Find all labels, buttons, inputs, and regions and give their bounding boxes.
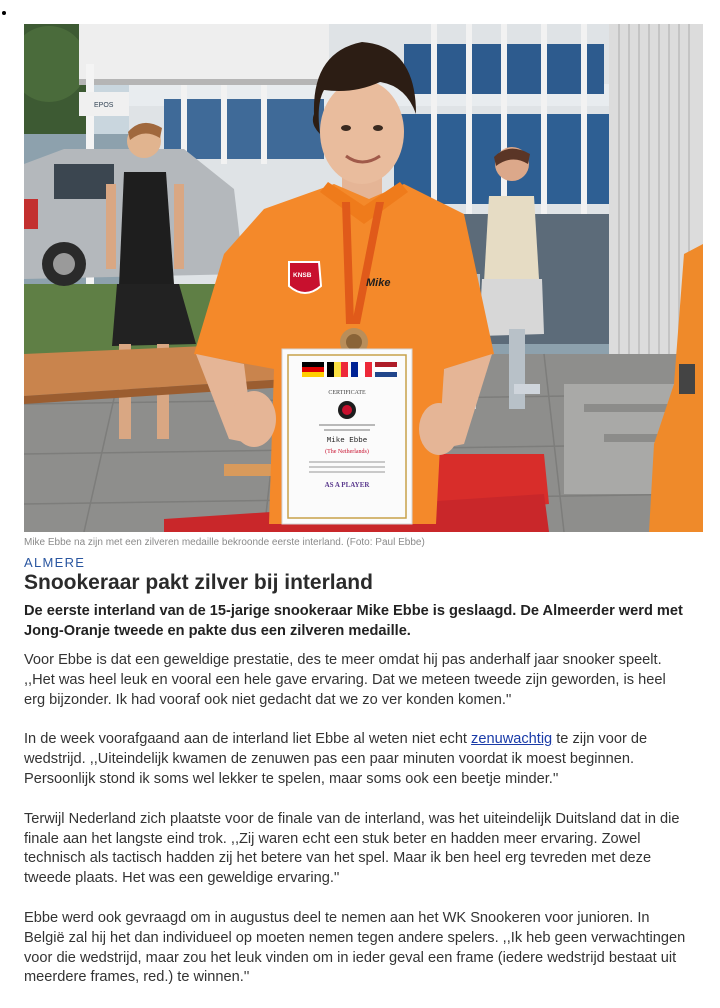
shirt-name-text: Mike bbox=[366, 277, 391, 289]
certificate-name: Mike Ebbe bbox=[326, 437, 368, 445]
section-label: ALMERE bbox=[24, 555, 86, 570]
article-photo bbox=[24, 24, 703, 532]
paragraph-line: Voor Ebbe is dat een geweldige prestatie, des te meer omdat hij pas anderhalf jaar snooker speelt. bbox=[24, 652, 662, 668]
shirt-badge-text: KNSB bbox=[293, 272, 312, 279]
paragraph-3 bbox=[24, 810, 700, 889]
paragraph-4 bbox=[24, 909, 700, 988]
certificate-title: CERTIFICATE bbox=[328, 390, 366, 396]
sign-text: EPOS bbox=[94, 102, 114, 109]
zenuwachtig-link[interactable]: zenuwachtig bbox=[471, 731, 553, 748]
paragraph-line: België zal hij het dan individueel op moeten nemen tegen andere spelers. ,,Ik heb geen verwachtingen bbox=[24, 929, 686, 946]
paragraph-line: Ebbe werd ook gevraagd om in augustus deel te nemen aan het WK Snookeren voor junioren. In bbox=[24, 909, 650, 926]
article-headline: Snookeraar pakt zilver bij interland bbox=[24, 571, 373, 594]
bullet-dot bbox=[2, 11, 6, 15]
paragraph-line: te zijn voor de bbox=[552, 731, 648, 748]
article-intro: De eerste interland van de 15-jarige snookeraar Mike Ebbe is geslaagd. De Almeerder werd met Jong-Oranje tweede en pakte dus een zilveren medaille. bbox=[24, 603, 683, 639]
certificate-role: AS A PLAYER bbox=[324, 481, 370, 489]
paragraph-line: In de week voorafgaand aan de interland liet Ebbe al weten niet echt bbox=[24, 731, 472, 748]
paragraph-line: Persoonlijk stond ik soms wel lekker te spelen, maar soms ook een beetje minder.'' bbox=[24, 770, 559, 787]
paragraph-1 bbox=[24, 651, 700, 710]
paragraph-line: technisch als tactisch hadden zij het betere van het spel. Maar ik ben heel erg tevreden met deze bbox=[24, 850, 652, 867]
photo-caption: Mike Ebbe na zijn met een zilveren medaille bekroonde eerste interland. (Foto: Paul Ebbe) bbox=[24, 537, 425, 548]
paragraph-line: erg bijzonder. Ik had vooraf ook niet gedacht dat we zo ver konden komen.'' bbox=[24, 691, 512, 708]
certificate-country: (The Netherlands) bbox=[325, 449, 369, 455]
paragraph-line: ,,Het was heel leuk en vooral een hele gave ervaring. Dat we meteen tweede zijn geworden, is heel bbox=[24, 671, 666, 688]
paragraph-line: wedstrijd. ,,Uiteindelijk kwamen de zenuwen pas een paar minuten voordat ik moest beginnen. bbox=[24, 751, 635, 768]
article-body bbox=[24, 651, 700, 1008]
paragraph-2 bbox=[24, 730, 700, 789]
paragraph-line: voor die wedstrijd, maar zou het leuk vinden om in ieder geval een frame (iedere wedstrijd bestaat uit bbox=[24, 949, 677, 966]
paragraph-line: tweede plaats. Het was een geweldige ervaring.'' bbox=[24, 870, 340, 887]
paragraph-line: finale aan het langste eind trok. ,,Zij waren echt een stuk beter en hadden meer ervaring. Zowel bbox=[24, 830, 641, 847]
paragraph-line: meerdere frames, red.) te winnen.'' bbox=[24, 969, 250, 986]
paragraph-line: Terwijl Nederland zich plaatste voor de finale van de interland, was het uiteindelijk Duitsland dat in die bbox=[24, 810, 680, 827]
